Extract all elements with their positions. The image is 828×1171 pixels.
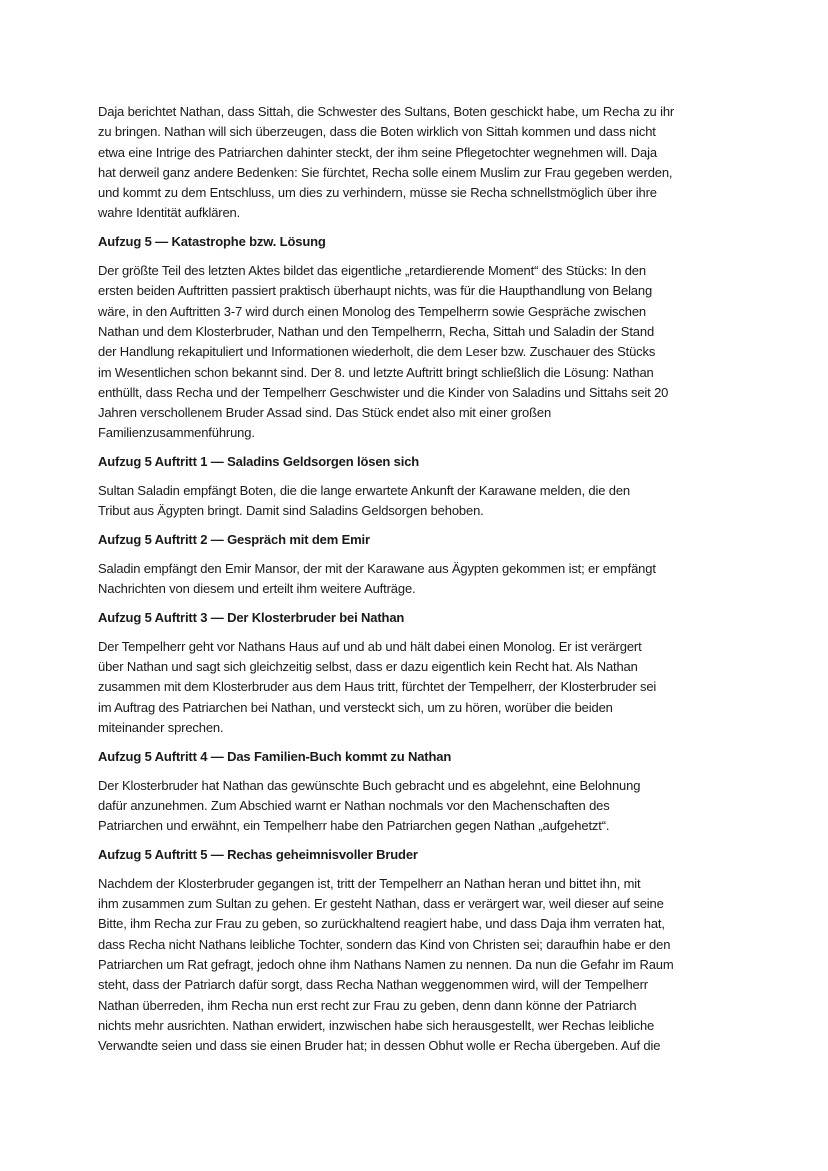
paragraph-line: Daja berichtet Nathan, dass Sittah, die Schwester des Sultans, Boten geschickt habe, um Recha zu ihr	[98, 104, 675, 119]
paragraph-line: dafür anzunehmen. Zum Abschied warnt er Nathan nochmals vor den Machenschaften des	[98, 797, 610, 813]
paragraph-line: der Handlung rekapituliert und Informationen wiederholt, die dem Leser bzw. Zuschauer des Stücks	[98, 344, 656, 360]
paragraph-line: Patriarchen und erwähnt, ein Tempelherr habe den Patriarchen gegen Nathan „aufgehetzt“.	[98, 818, 610, 834]
paragraph-line: Nathan und dem Klosterbruder, Nathan und den Tempelherrn, Recha, Sittah und Saladin der Stand	[98, 323, 655, 339]
paragraph-line: Jahren verschollenem Bruder Assad sind. Das Stück endet also mit einer großen	[98, 405, 552, 421]
paragraph-line: Verwandte seien und dass sie einen Bruder hat; in dessen Obhut wolle er Recha übergeben. Auf die	[98, 1038, 661, 1054]
paragraph-line: ersten beiden Auftritten passiert praktisch überhaupt nichts, was für die Haupthandlung von Belang	[98, 283, 653, 299]
paragraph-line: enthüllt, dass Recha und der Tempelherr Geschwister und die Kinder von Saladins und Sittahs seit 20	[98, 384, 669, 400]
paragraph-line: und kommt zu dem Entschluss, um dies zu verhindern, müsse sie Recha schnellstmöglich über ihre	[98, 185, 657, 201]
paragraph-line: ihm zusammen zum Sultan zu gehen. Er gesteht Nathan, dass er verärgert war, weil dieser auf seine	[98, 896, 664, 912]
paragraph-line: miteinander sprechen.	[98, 720, 224, 736]
body-paragraph	[98, 559, 778, 600]
section-heading	[98, 608, 778, 628]
heading-text: Aufzug 5 Auftritt 1 — Saladins Geldsorgen lösen sich	[98, 454, 420, 470]
paragraph-line: Der Tempelherr geht vor Nathans Haus auf und ab und hält dabei einen Monolog. Er ist verärgert	[98, 638, 642, 654]
paragraph-line: Bitte, ihm Recha zur Frau zu geben, so zurückhaltend reagiert habe, und dass Daja ihm verraten hat,	[98, 916, 665, 932]
paragraph-line: Der größte Teil des letzten Aktes bildet das eigentliche „retardierende Moment“ des Stücks: In den	[98, 263, 646, 279]
body-paragraph	[98, 874, 778, 1057]
body-paragraph	[98, 637, 778, 738]
paragraph-line: Tribut aus Ägypten bringt. Damit sind Saladins Geldsorgen behoben.	[98, 503, 484, 519]
paragraph-line: Nachrichten von diesem und erteilt ihm weitere Aufträge.	[98, 581, 416, 597]
paragraph-line: dass Recha nicht Nathans leibliche Tochter, sondern das Kind von Christen sei; daraufhin habe er den	[98, 936, 671, 952]
paragraph-line: Familienzusammenführung.	[98, 425, 255, 441]
body-paragraph	[98, 776, 778, 837]
section-heading	[98, 530, 778, 550]
body-paragraph	[98, 102, 778, 224]
section-heading	[98, 747, 778, 767]
paragraph-line: etwa eine Intrige des Patriarchen dahinter steckt, der ihm seine Pflegetochter wegnehmen will. Daja	[98, 144, 657, 160]
paragraph-line: wäre, in den Auftritten 3-7 wird durch einen Monolog des Tempelherrn sowie Gespräche zwischen	[98, 303, 647, 319]
heading-text: Aufzug 5 Auftritt 4 — Das Familien-Buch kommt zu Nathan	[98, 748, 452, 764]
paragraph-line: Sultan Saladin empfängt Boten, die die lange erwartete Ankunft der Karawane melden, die den	[98, 483, 630, 499]
body-paragraph	[98, 481, 778, 522]
section-heading	[98, 845, 778, 865]
section-heading	[98, 232, 778, 252]
paragraph-line: wahre Identität aufklären.	[98, 205, 241, 221]
heading-text: Aufzug 5 Auftritt 5 — Rechas geheimnisvoller Bruder	[98, 847, 418, 862]
section-heading	[98, 452, 778, 472]
paragraph-line: zusammen mit dem Klosterbruder aus dem Haus tritt, fürchtet der Tempelherr, der Klosterbruder sei	[98, 679, 657, 695]
body-paragraph	[98, 261, 778, 444]
heading-text: Aufzug 5 — Katastrophe bzw. Lösung	[98, 234, 326, 250]
heading-text: Aufzug 5 Auftritt 3 — Der Klosterbruder bei Nathan	[98, 610, 405, 626]
paragraph-line: Patriarchen um Rat gefragt, jedoch ohne ihm Nathans Namen zu nennen. Da nun die Gefahr im Raum	[98, 956, 674, 972]
paragraph-line: im Wesentlichen schon bekannt sind. Der 8. und letzte Auftritt bringt schließlich die Lösung: Nathan	[98, 364, 654, 380]
paragraph-line: Nachdem der Klosterbruder gegangen ist, tritt der Tempelherr an Nathan heran und bittet ihn, mit	[98, 875, 641, 891]
paragraph-line: hat derweil ganz andere Bedenken: Sie fürchtet, Recha solle einem Muslim zur Frau gegeben werden,	[98, 164, 673, 180]
paragraph-line: Der Klosterbruder hat Nathan das gewünschte Buch gebracht und es abgelehnt, eine Belohnung	[98, 777, 641, 793]
paragraph-line: im Auftrag des Patriarchen bei Nathan, und versteckt sich, um zu hören, worüber die beiden	[98, 699, 613, 715]
paragraph-line: nichts mehr ausrichten. Nathan erwidert, inzwischen habe sich herausgestellt, wer Rechas leibliche	[98, 1017, 655, 1033]
paragraph-line: über Nathan und sagt sich gleichzeitig selbst, dass er dazu eigentlich kein Recht hat. Als Nathan	[98, 659, 638, 675]
paragraph-line: zu bringen. Nathan will sich überzeugen, dass die Boten wirklich von Sittah kommen und dass nicht	[98, 124, 656, 140]
paragraph-line: Nathan überreden, ihm Recha nun erst recht zur Frau zu geben, denn dann könne der Patriarch	[98, 997, 637, 1013]
document-page	[98, 102, 778, 1065]
paragraph-line: Saladin empfängt den Emir Mansor, der mit der Karawane aus Ägypten gekommen ist; er empfängt	[98, 560, 656, 576]
paragraph-line: steht, dass der Patriarch dafür sorgt, dass Recha Nathan weggenommen wird, will der Tempelherr	[98, 977, 648, 993]
heading-text: Aufzug 5 Auftritt 2 — Gespräch mit dem Emir	[98, 532, 370, 548]
